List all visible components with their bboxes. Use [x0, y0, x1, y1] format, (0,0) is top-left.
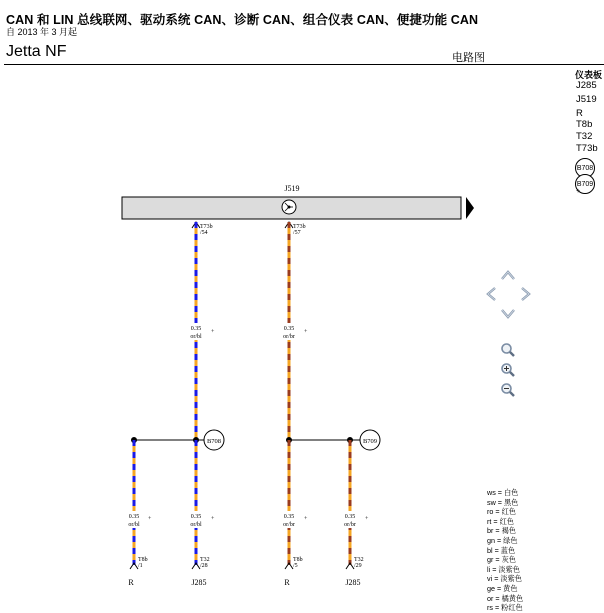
color-legend-entry: gr = 灰色	[487, 555, 516, 565]
color-legend-entry: bl = 蓝色	[487, 545, 516, 555]
wire-plus: +	[211, 516, 215, 522]
document-type: 电路图	[452, 52, 485, 64]
color-legend-entry: ws = 白色	[487, 488, 519, 497]
color-legend-entry: or = 橘黄色	[487, 593, 524, 603]
pin-connector-label: T73b	[293, 224, 306, 230]
pin-number-label: /54	[200, 230, 208, 236]
connector-label: B708	[206, 438, 222, 445]
component-item[interactable]: T32	[576, 131, 593, 142]
connector-b708[interactable]	[204, 430, 224, 450]
color-legend-entry: br = 褐色	[487, 526, 516, 536]
connector-badge-b709[interactable]: B709	[575, 174, 595, 194]
wire-size: 0.35	[128, 514, 140, 520]
component-item[interactable]: R	[576, 108, 583, 119]
pin-number-label: /28	[200, 563, 208, 569]
wire-color-code: or/br	[283, 334, 295, 340]
wire-color-code: or/bl	[128, 522, 140, 528]
chevron-down-icon[interactable]	[499, 305, 517, 323]
color-legend-entry: rt = 红色	[487, 516, 514, 526]
color-legend-entry: ro = 红色	[487, 507, 516, 517]
pin-connector-label: T8b	[293, 557, 303, 563]
page-title: CAN 和 LIN 总线联网、驱动系统 CAN、诊断 CAN、组合仪表 CAN、便捷功能 CAN	[6, 13, 479, 27]
wire-size: 0.35	[283, 326, 295, 332]
component-label[interactable]: J285	[191, 578, 207, 587]
module-continue-arrow	[466, 197, 474, 219]
component-item[interactable]: J285	[576, 80, 597, 91]
pin-arrow	[192, 563, 200, 569]
pin-arrow	[130, 563, 138, 569]
pin-number-label: /29	[354, 563, 362, 569]
component-label[interactable]: R	[284, 578, 290, 587]
module-label: J519	[284, 184, 300, 193]
wire-size: 0.35	[190, 326, 202, 332]
wire-plus: +	[211, 329, 215, 335]
pin-number-label: /57	[293, 230, 301, 236]
pin-connector-label: T32	[354, 557, 364, 563]
wire-size: 0.35	[283, 514, 295, 520]
wire-plus: +	[304, 329, 308, 335]
chevron-right-icon[interactable]	[517, 285, 535, 303]
color-legend-entry: vi = 淡紫色	[487, 574, 522, 584]
component-label[interactable]: J285	[345, 578, 361, 587]
legend-plus-mark: +	[576, 188, 581, 195]
wire-color-code: or/br	[344, 522, 356, 528]
pin-connector-label: T32	[200, 557, 210, 563]
wire-plus: +	[304, 516, 308, 522]
chevron-left-icon[interactable]	[482, 285, 500, 303]
wire-size: 0.35	[190, 514, 202, 520]
page-subtitle: 自 2013 年 3 月起	[6, 27, 78, 37]
component-legend-heading: 仪表板	[575, 70, 603, 80]
color-legend-entry: gn = 绿色	[487, 535, 518, 545]
color-legend-entry: sw = 黑色	[487, 497, 519, 507]
zoom-out-icon[interactable]	[499, 381, 517, 399]
chevron-up-icon[interactable]	[499, 266, 517, 284]
component-item[interactable]: J519	[576, 94, 597, 105]
component-item[interactable]: T73b	[576, 143, 598, 154]
wire-color-code: or/bl	[190, 522, 202, 528]
connector-badge-b708[interactable]: B708	[575, 158, 595, 178]
color-legend-entry: rs = 粉红色	[487, 603, 523, 613]
wire-color-code: or/bl	[190, 334, 202, 340]
pin-arrow	[285, 563, 293, 569]
vehicle-model: Jetta NF	[6, 43, 67, 60]
color-legend-entry: li = 淡紫色	[487, 564, 520, 574]
wire-plus: +	[148, 516, 152, 522]
zoom-in-icon[interactable]	[499, 361, 517, 379]
wire-color-code: or/br	[283, 522, 295, 528]
pin-connector-label: T8b	[138, 557, 148, 563]
pin-connector-label: T73b	[200, 224, 213, 230]
wire-color-legend	[487, 488, 523, 613]
connector-b709[interactable]	[360, 430, 380, 450]
zoom-fit-icon[interactable]	[499, 341, 517, 359]
wire-plus: +	[365, 516, 369, 522]
component-label[interactable]: R	[128, 578, 134, 587]
component-item[interactable]: T8b	[576, 119, 593, 130]
pin-number-label: /5	[293, 563, 298, 569]
network-star-icon	[282, 200, 296, 214]
pin-arrow	[346, 563, 354, 569]
color-legend-entry: ge = 黄色	[487, 583, 518, 593]
pin-number-label: /1	[138, 563, 143, 569]
wire-size: 0.35	[344, 514, 356, 520]
connector-label: B709	[362, 438, 378, 445]
